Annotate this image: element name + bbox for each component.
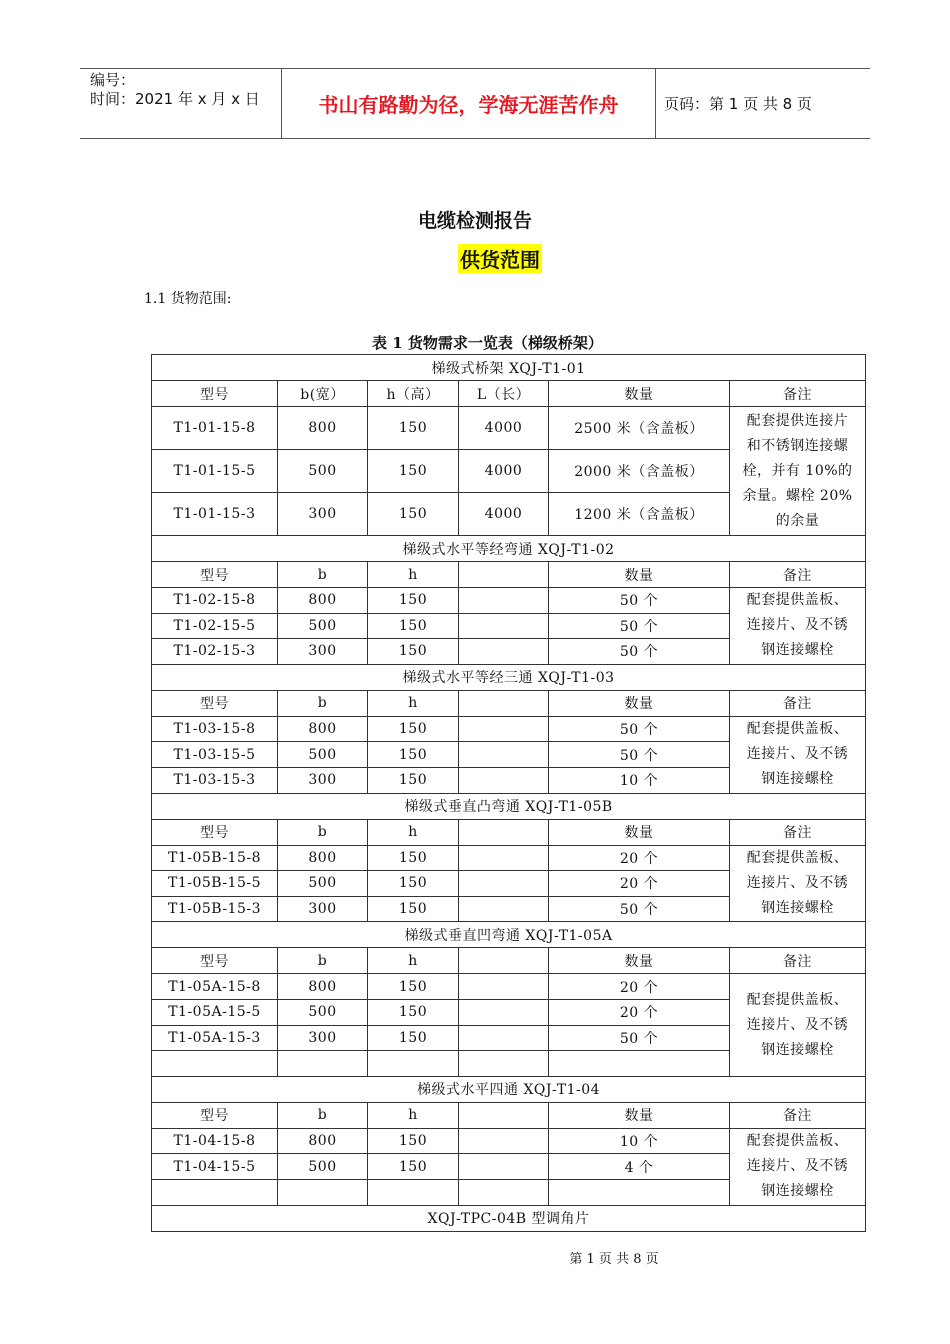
table-row bbox=[152, 716, 866, 742]
table-cell: 800 bbox=[278, 407, 368, 450]
remark-line: 连接片、及不锈 bbox=[746, 874, 849, 891]
header-motto: 书山有路勤为径，学海无涯苦作舟 bbox=[281, 69, 656, 138]
table-cell bbox=[459, 1128, 549, 1154]
column-header-row bbox=[152, 819, 866, 845]
column-header: b(宽） bbox=[278, 381, 368, 407]
table-cell bbox=[459, 871, 549, 897]
column-header: b bbox=[278, 948, 368, 974]
table-cell: 300 bbox=[278, 767, 368, 793]
goods-table bbox=[151, 354, 866, 1232]
table-caption: 表 1 货物需求一览表（梯级桥架） bbox=[372, 334, 603, 352]
table-cell bbox=[549, 1051, 730, 1077]
table-cell: 500 bbox=[278, 742, 368, 768]
page-header bbox=[80, 68, 870, 139]
table-cell: 2000 米（含盖板） bbox=[549, 450, 730, 493]
column-header bbox=[459, 562, 549, 588]
table-cell: T1-01-15-8 bbox=[152, 407, 278, 450]
table-cell: T1-03-15-3 bbox=[152, 767, 278, 793]
table-cell: 800 bbox=[278, 588, 368, 614]
table-cell: T1-05A-15-3 bbox=[152, 1025, 278, 1051]
table-cell: T1-05B-15-5 bbox=[152, 871, 278, 897]
table-cell: 500 bbox=[278, 999, 368, 1025]
remark-line: 配套提供盖板、 bbox=[746, 1133, 849, 1150]
column-header-row bbox=[152, 1102, 866, 1128]
column-header: 备注 bbox=[730, 1102, 866, 1128]
section-heading-highlighted: 供货范围 bbox=[458, 244, 542, 273]
column-header: 数量 bbox=[549, 562, 730, 588]
table-cell: 150 bbox=[368, 742, 459, 768]
table-cell bbox=[459, 588, 549, 614]
remark-cell bbox=[730, 407, 866, 536]
table-cell: 800 bbox=[278, 845, 368, 871]
column-header: h bbox=[368, 819, 459, 845]
column-header: h bbox=[368, 690, 459, 716]
column-header bbox=[459, 819, 549, 845]
remark-cell bbox=[730, 716, 866, 793]
remark-cell bbox=[730, 974, 866, 1076]
table-cell: 150 bbox=[368, 871, 459, 897]
group-title-row bbox=[152, 793, 866, 819]
column-header: b bbox=[278, 690, 368, 716]
table-cell: 150 bbox=[368, 613, 459, 639]
table-cell: 50 个 bbox=[549, 716, 730, 742]
column-header: b bbox=[278, 1102, 368, 1128]
table-cell: 150 bbox=[368, 974, 459, 1000]
document-number-label: 编号： bbox=[90, 71, 136, 89]
column-header: 备注 bbox=[730, 690, 866, 716]
column-header: h bbox=[368, 1102, 459, 1128]
column-header: 数量 bbox=[549, 690, 730, 716]
column-header: 数量 bbox=[549, 819, 730, 845]
column-header: 备注 bbox=[730, 819, 866, 845]
table-cell bbox=[278, 1051, 368, 1077]
column-header: 型号 bbox=[152, 1102, 278, 1128]
table-cell bbox=[549, 1179, 730, 1205]
remark-cell bbox=[730, 1128, 866, 1205]
table-cell: 800 bbox=[278, 1128, 368, 1154]
table-cell: 300 bbox=[278, 896, 368, 922]
table-cell bbox=[459, 1154, 549, 1180]
remark-line: 配套提供连接片 bbox=[746, 412, 849, 429]
table-cell: 4 个 bbox=[549, 1154, 730, 1180]
table-cell bbox=[152, 1179, 278, 1205]
remark-line: 钢连接螺栓 bbox=[761, 1041, 834, 1058]
table-cell: T1-01-15-5 bbox=[152, 450, 278, 493]
table-cell bbox=[459, 716, 549, 742]
table-cell: 50 个 bbox=[549, 742, 730, 768]
remark-line: 配套提供盖板、 bbox=[746, 849, 849, 866]
remark-line: 连接片、及不锈 bbox=[746, 746, 849, 763]
column-header: L（长） bbox=[459, 381, 549, 407]
table-cell: T1-05B-15-3 bbox=[152, 896, 278, 922]
table-cell bbox=[459, 845, 549, 871]
table-cell bbox=[278, 1179, 368, 1205]
table-cell: 150 bbox=[368, 450, 459, 493]
table-cell: 4000 bbox=[459, 493, 549, 536]
table-cell: 500 bbox=[278, 1154, 368, 1180]
column-header: b bbox=[278, 562, 368, 588]
remark-line: 连接片、及不锈 bbox=[746, 1158, 849, 1175]
table-cell: T1-04-15-8 bbox=[152, 1128, 278, 1154]
group-title-row bbox=[152, 536, 866, 562]
column-header: 数量 bbox=[549, 381, 730, 407]
table-cell: 10 个 bbox=[549, 767, 730, 793]
remark-line: 的余量 bbox=[775, 512, 820, 529]
column-header: 型号 bbox=[152, 562, 278, 588]
group-title-row bbox=[152, 1076, 866, 1102]
table-cell: 300 bbox=[278, 1025, 368, 1051]
table-cell: T1-02-15-5 bbox=[152, 613, 278, 639]
table-cell: 500 bbox=[278, 613, 368, 639]
remark-line: 配套提供盖板、 bbox=[746, 991, 849, 1008]
table-cell bbox=[459, 742, 549, 768]
table-cell: 150 bbox=[368, 767, 459, 793]
table-cell bbox=[459, 896, 549, 922]
remark-line: 钢连接螺栓 bbox=[761, 642, 834, 659]
column-header: 数量 bbox=[549, 1102, 730, 1128]
table-cell: 150 bbox=[368, 493, 459, 536]
table-cell: 500 bbox=[278, 871, 368, 897]
table-row bbox=[152, 974, 866, 1000]
table-cell bbox=[459, 1051, 549, 1077]
table-cell: 150 bbox=[368, 1025, 459, 1051]
column-header: 备注 bbox=[730, 948, 866, 974]
column-header: 备注 bbox=[730, 381, 866, 407]
document-title: 电缆检测报告 bbox=[417, 210, 532, 232]
table-cell: 50 个 bbox=[549, 1025, 730, 1051]
column-header-row bbox=[152, 381, 866, 407]
table-row bbox=[152, 588, 866, 614]
table-cell bbox=[152, 1051, 278, 1077]
group-title: 梯级式垂直凹弯通 XQJ-T1-05A bbox=[152, 922, 866, 948]
table-cell: 50 个 bbox=[549, 639, 730, 665]
page-footer: 第 1 页 共 8 页 bbox=[569, 1252, 659, 1267]
table-cell: 800 bbox=[278, 974, 368, 1000]
column-header: 型号 bbox=[152, 381, 278, 407]
table-cell: T1-05B-15-8 bbox=[152, 845, 278, 871]
table-cell: 150 bbox=[368, 999, 459, 1025]
table-cell: 150 bbox=[368, 845, 459, 871]
group-title: XQJ-TPC-04B 型调角片 bbox=[152, 1205, 866, 1231]
table-cell: T1-01-15-3 bbox=[152, 493, 278, 536]
remark-line: 配套提供盖板、 bbox=[746, 721, 849, 738]
table-cell: 50 个 bbox=[549, 588, 730, 614]
table-cell bbox=[459, 1179, 549, 1205]
remark-line: 和不锈钢连接螺 bbox=[746, 437, 849, 454]
group-title-row bbox=[152, 922, 866, 948]
subtitle-wrap bbox=[0, 244, 950, 273]
group-title-row bbox=[152, 355, 866, 381]
remark-line: 钢连接螺栓 bbox=[761, 1183, 834, 1200]
table-cell: 50 个 bbox=[549, 896, 730, 922]
table-cell: T1-03-15-5 bbox=[152, 742, 278, 768]
table-cell: 4000 bbox=[459, 407, 549, 450]
table-cell: 800 bbox=[278, 716, 368, 742]
table-cell bbox=[459, 767, 549, 793]
column-header-row bbox=[152, 562, 866, 588]
remark-line: 余量。螺栓 20% bbox=[742, 487, 853, 504]
table-cell: 150 bbox=[368, 1128, 459, 1154]
table-cell: 1200 米（含盖板） bbox=[549, 493, 730, 536]
table-row bbox=[152, 845, 866, 871]
group-title: 梯级式水平等经三通 XQJ-T1-03 bbox=[152, 664, 866, 690]
group-title-row bbox=[152, 664, 866, 690]
table-cell: 150 bbox=[368, 896, 459, 922]
column-header bbox=[459, 948, 549, 974]
header-page-number: 页码：第 1 页 共 8 页 bbox=[664, 95, 812, 113]
remark-cell bbox=[730, 588, 866, 665]
column-header: 数量 bbox=[549, 948, 730, 974]
column-header: 备注 bbox=[730, 562, 866, 588]
column-header-row bbox=[152, 948, 866, 974]
column-header: 型号 bbox=[152, 819, 278, 845]
table-cell: 150 bbox=[368, 588, 459, 614]
column-header bbox=[459, 690, 549, 716]
goods-table-body bbox=[152, 355, 866, 1232]
table-cell: 20 个 bbox=[549, 999, 730, 1025]
column-header: 型号 bbox=[152, 690, 278, 716]
table-cell bbox=[459, 613, 549, 639]
table-cell bbox=[459, 974, 549, 1000]
remark-line: 钢连接螺栓 bbox=[761, 899, 834, 916]
group-title-row bbox=[152, 1205, 866, 1231]
group-title: 梯级式水平等经弯通 XQJ-T1-02 bbox=[152, 536, 866, 562]
table-cell bbox=[459, 639, 549, 665]
remark-line: 连接片、及不锈 bbox=[746, 1016, 849, 1033]
column-header: h bbox=[368, 562, 459, 588]
table-row bbox=[152, 407, 866, 450]
remark-cell bbox=[730, 845, 866, 922]
table-cell: T1-02-15-3 bbox=[152, 639, 278, 665]
table-cell: T1-05A-15-5 bbox=[152, 999, 278, 1025]
remark-line: 配套提供盖板、 bbox=[746, 592, 849, 609]
table-cell bbox=[368, 1179, 459, 1205]
table-cell: T1-04-15-5 bbox=[152, 1154, 278, 1180]
table-cell: 20 个 bbox=[549, 974, 730, 1000]
column-header: 型号 bbox=[152, 948, 278, 974]
group-title: 梯级式垂直凸弯通 XQJ-T1-05B bbox=[152, 793, 866, 819]
column-header: h bbox=[368, 948, 459, 974]
table-cell: 150 bbox=[368, 1154, 459, 1180]
table-cell bbox=[459, 999, 549, 1025]
group-title: 梯级式水平四通 XQJ-T1-04 bbox=[152, 1076, 866, 1102]
table-cell: 300 bbox=[278, 493, 368, 536]
table-cell: 10 个 bbox=[549, 1128, 730, 1154]
group-title: 梯级式桥架 XQJ-T1-01 bbox=[152, 355, 866, 381]
table-cell: 4000 bbox=[459, 450, 549, 493]
remark-line: 栓，并有 10%的 bbox=[742, 462, 853, 479]
table-row bbox=[152, 1128, 866, 1154]
table-cell bbox=[459, 1025, 549, 1051]
table-cell: 300 bbox=[278, 639, 368, 665]
column-header: h（高） bbox=[368, 381, 459, 407]
table-cell: 150 bbox=[368, 716, 459, 742]
table-cell bbox=[368, 1051, 459, 1077]
column-header-row bbox=[152, 690, 866, 716]
table-cell: 20 个 bbox=[549, 845, 730, 871]
document-date-label: 时间：2021 年 x 月 x 日 bbox=[90, 90, 260, 108]
table-cell: 150 bbox=[368, 639, 459, 665]
table-cell: 150 bbox=[368, 407, 459, 450]
table-cell: T1-03-15-8 bbox=[152, 716, 278, 742]
header-meta bbox=[80, 69, 281, 140]
table-cell: T1-02-15-8 bbox=[152, 588, 278, 614]
table-cell: 50 个 bbox=[549, 613, 730, 639]
column-header: b bbox=[278, 819, 368, 845]
table-cell: 500 bbox=[278, 450, 368, 493]
remark-line: 连接片、及不锈 bbox=[746, 617, 849, 634]
section-label: 1.1 货物范围: bbox=[144, 291, 232, 307]
table-cell: 20 个 bbox=[549, 871, 730, 897]
remark-line: 钢连接螺栓 bbox=[761, 771, 834, 788]
column-header bbox=[459, 1102, 549, 1128]
table-cell: T1-05A-15-8 bbox=[152, 974, 278, 1000]
table-cell: 2500 米（含盖板） bbox=[549, 407, 730, 450]
